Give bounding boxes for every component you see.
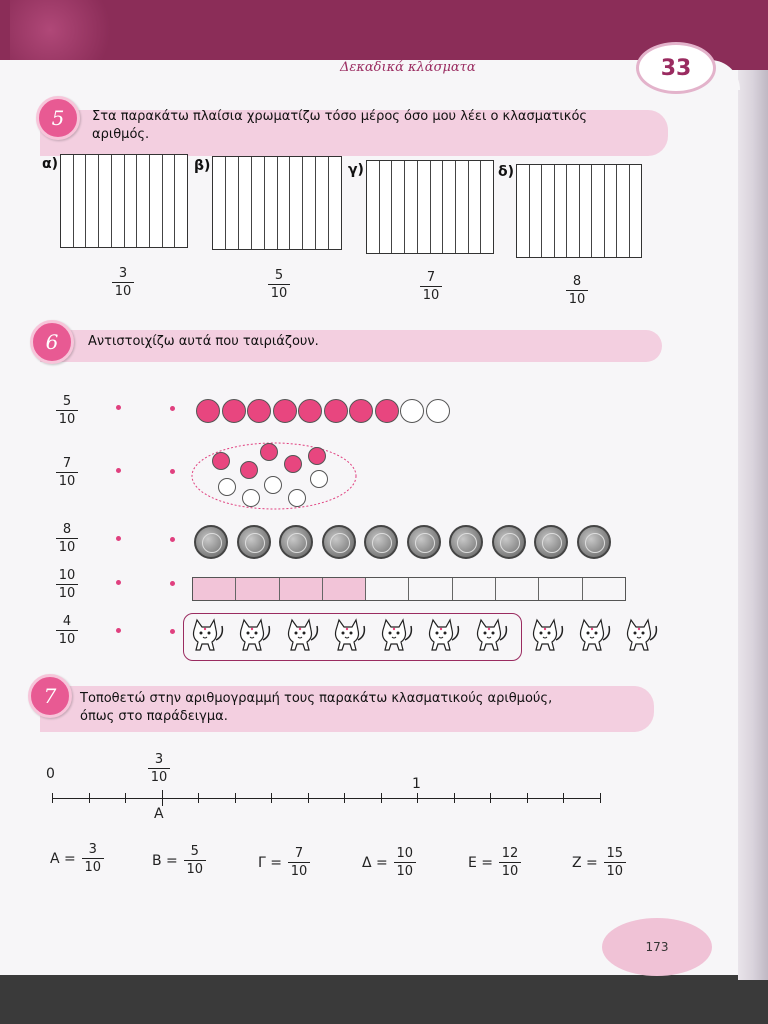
equation-b-den: 10 (186, 862, 204, 877)
euro-coin-icon (194, 525, 228, 559)
equation-z-den: 10 (606, 864, 624, 879)
numberline-tick (527, 793, 528, 803)
equation-d-num: 10 (396, 846, 414, 861)
numberline-tick (381, 793, 382, 803)
group-circle-1 (212, 452, 230, 470)
euro-coin-icon (237, 525, 271, 559)
equation-d (362, 846, 416, 879)
page-edge (738, 20, 768, 980)
cat-icon (575, 616, 615, 654)
strip-cell-8 (496, 578, 539, 600)
page-badge (636, 42, 716, 94)
numberline-tick (454, 793, 455, 803)
equation-z (572, 846, 626, 879)
box-c-grid[interactable] (366, 160, 494, 254)
cat-icon (235, 616, 275, 654)
equation-d-den: 10 (396, 864, 414, 879)
match-dot-right-2[interactable] (170, 469, 175, 474)
exercise-6-text: Αντιστοιχίζω αυτά που ταιριάζουν. (88, 334, 319, 349)
match-dot-right-3[interactable] (170, 537, 175, 542)
ex6-fraction-4-den: 10 (58, 586, 76, 601)
exercise-5-text-line1: Στα παρακάτω πλαίσια χρωματίζω τόσο μέρος όσο μου λέει ο κλασματικός (92, 109, 588, 124)
strip-cell-6 (409, 578, 452, 600)
cat-icon (377, 616, 417, 654)
strip-cell-9 (539, 578, 582, 600)
cat-icon (424, 616, 464, 654)
fraction-b-den: 10 (270, 286, 288, 301)
box-d-grid[interactable] (516, 164, 642, 258)
euro-coin-icon (492, 525, 526, 559)
equation-b-name: B = (152, 852, 178, 869)
ex6-fraction-2-num: 7 (62, 456, 72, 471)
fraction-strip (192, 577, 626, 601)
euro-coin-icon (364, 525, 398, 559)
equation-z-name: Z = (572, 854, 598, 871)
equation-c (258, 846, 310, 879)
circle-9 (400, 399, 424, 423)
box-d-label: δ) (498, 164, 515, 180)
chapter-title: Δεκαδικά κλάσματα (340, 60, 476, 75)
numberline-tick (125, 793, 126, 803)
ex6-fraction-5-num: 4 (62, 614, 72, 629)
ex6-fraction-2 (56, 456, 78, 489)
strip-cell-5 (366, 578, 409, 600)
exercise-5-text-line2: αριθμός. (92, 127, 150, 142)
page-number: 173 (645, 940, 669, 954)
strip-cell-1 (193, 578, 236, 600)
euro-coin-icon (534, 525, 568, 559)
numberline-tick (344, 793, 345, 803)
box-b-grid[interactable] (212, 156, 342, 250)
match-dot-left-4[interactable] (116, 580, 121, 585)
fraction-c-num: 7 (426, 270, 436, 285)
equation-a-den: 10 (84, 860, 102, 875)
exercise-7-text (80, 690, 552, 726)
circle-10 (426, 399, 450, 423)
group-circle-10 (288, 489, 306, 507)
circle-8 (375, 399, 399, 423)
euro-coin-icon (322, 525, 356, 559)
equation-e-den: 10 (501, 864, 519, 879)
exercise-7-text-line1: Τοποθετώ στην αριθμογραμμή τους παρακάτω κλασματικούς αριθμούς, (80, 691, 553, 706)
number-line (52, 798, 600, 799)
ex6-fraction-5 (56, 614, 78, 647)
group-circle-6 (218, 478, 236, 496)
numberline-point-label: A (154, 806, 164, 822)
exercise-6-number: 6 (30, 320, 74, 364)
group-circle-2 (260, 443, 278, 461)
box-b-label: β) (194, 158, 211, 174)
euro-coin-icon (407, 525, 441, 559)
exercise-7-text-line2: όπως στο παράδειγμα. (80, 709, 228, 724)
group-circle-7 (264, 476, 282, 494)
equation-c-den: 10 (290, 864, 308, 879)
numberline-tick (89, 793, 90, 803)
fraction-d-den: 10 (568, 292, 586, 307)
numberline-tick (198, 793, 199, 803)
circle-2 (222, 399, 246, 423)
equation-c-num: 7 (294, 846, 304, 861)
box-a-label: α) (42, 156, 59, 172)
fraction-b-num: 5 (274, 268, 284, 283)
equation-b-num: 5 (190, 844, 199, 859)
ex6-fraction-1 (56, 394, 78, 427)
group-circle-3 (284, 455, 302, 473)
numberline-example-fraction (148, 752, 170, 785)
circle-7 (349, 399, 373, 423)
ex6-fraction-3-num: 8 (62, 522, 72, 537)
equation-e (468, 846, 521, 879)
fraction-b (268, 268, 290, 301)
equation-a-name: A = (50, 850, 76, 867)
match-dot-left-1[interactable] (116, 405, 121, 410)
euro-coin-icon (279, 525, 313, 559)
equation-z-num: 15 (606, 846, 624, 861)
fraction-a-den: 10 (114, 284, 132, 299)
match-dot-left-5[interactable] (116, 628, 121, 633)
box-a-grid[interactable] (60, 154, 188, 248)
exercise-5-number: 5 (36, 96, 80, 140)
circle-6 (324, 399, 348, 423)
numberline-tick (600, 793, 601, 803)
exercise-5-text (92, 108, 587, 144)
numberline-tick (417, 793, 418, 803)
equation-c-name: Γ = (258, 854, 282, 871)
cat-icon (528, 616, 568, 654)
strip-cell-2 (236, 578, 279, 600)
euro-coin-icon (449, 525, 483, 559)
box-c-label: γ) (348, 162, 364, 178)
cat-icon (472, 616, 512, 654)
ex6-fraction-2-den: 10 (58, 474, 76, 489)
match-dot-right-4[interactable] (170, 581, 175, 586)
numberline-tick (490, 793, 491, 803)
match-dot-right-5[interactable] (170, 629, 175, 634)
match-dot-left-2[interactable] (116, 468, 121, 473)
numberline-one-label: 1 (412, 776, 421, 792)
fraction-d-num: 8 (572, 274, 582, 289)
circle-3 (247, 399, 271, 423)
group-circle-5 (240, 461, 258, 479)
group-circle-9 (242, 489, 260, 507)
numberline-tick (563, 793, 564, 803)
numberline-tick (235, 793, 236, 803)
cat-icon (330, 616, 370, 654)
ex6-fraction-4-num: 10 (58, 568, 76, 583)
exercise-7-number: 7 (28, 674, 72, 718)
page-badge-number: 33 (660, 55, 692, 81)
equation-e-name: E = (468, 854, 494, 871)
numberline-tick (162, 790, 163, 806)
fraction-a-num: 3 (118, 266, 128, 281)
example-num: 3 (154, 752, 164, 767)
equation-e-num: 12 (501, 846, 519, 861)
strip-cell-7 (453, 578, 496, 600)
fraction-c (420, 270, 442, 303)
ex6-fraction-5-den: 10 (58, 632, 76, 647)
equation-b (152, 844, 206, 877)
numberline-tick (52, 793, 53, 803)
equation-a-num: 3 (88, 842, 97, 857)
page-number-badge (602, 918, 712, 976)
cat-icon (283, 616, 323, 654)
ex6-fraction-3 (56, 522, 78, 555)
numberline-zero-label: 0 (46, 766, 55, 782)
fraction-d (566, 274, 588, 307)
ex6-fraction-4 (56, 568, 78, 601)
group-circle-4 (308, 447, 326, 465)
ex6-fraction-3-den: 10 (58, 540, 76, 555)
circle-4 (273, 399, 297, 423)
circle-1 (196, 399, 220, 423)
equation-a (50, 842, 104, 875)
circle-5 (298, 399, 322, 423)
cat-icon (622, 616, 662, 654)
match-dot-right-1[interactable] (170, 406, 175, 411)
ex6-fraction-1-num: 5 (62, 394, 72, 409)
euro-coin-icon (577, 525, 611, 559)
strip-cell-3 (280, 578, 323, 600)
fraction-a (112, 266, 134, 299)
match-dot-left-3[interactable] (116, 536, 121, 541)
numberline-tick (308, 793, 309, 803)
strip-cell-4 (323, 578, 366, 600)
ex6-fraction-1-den: 10 (58, 412, 76, 427)
fraction-c-den: 10 (422, 288, 440, 303)
strip-cell-10 (583, 578, 625, 600)
example-den: 10 (150, 770, 168, 785)
cat-icon (188, 616, 228, 654)
numberline-tick (271, 793, 272, 803)
equation-d-name: Δ = (362, 854, 388, 871)
group-circle-8 (310, 470, 328, 488)
